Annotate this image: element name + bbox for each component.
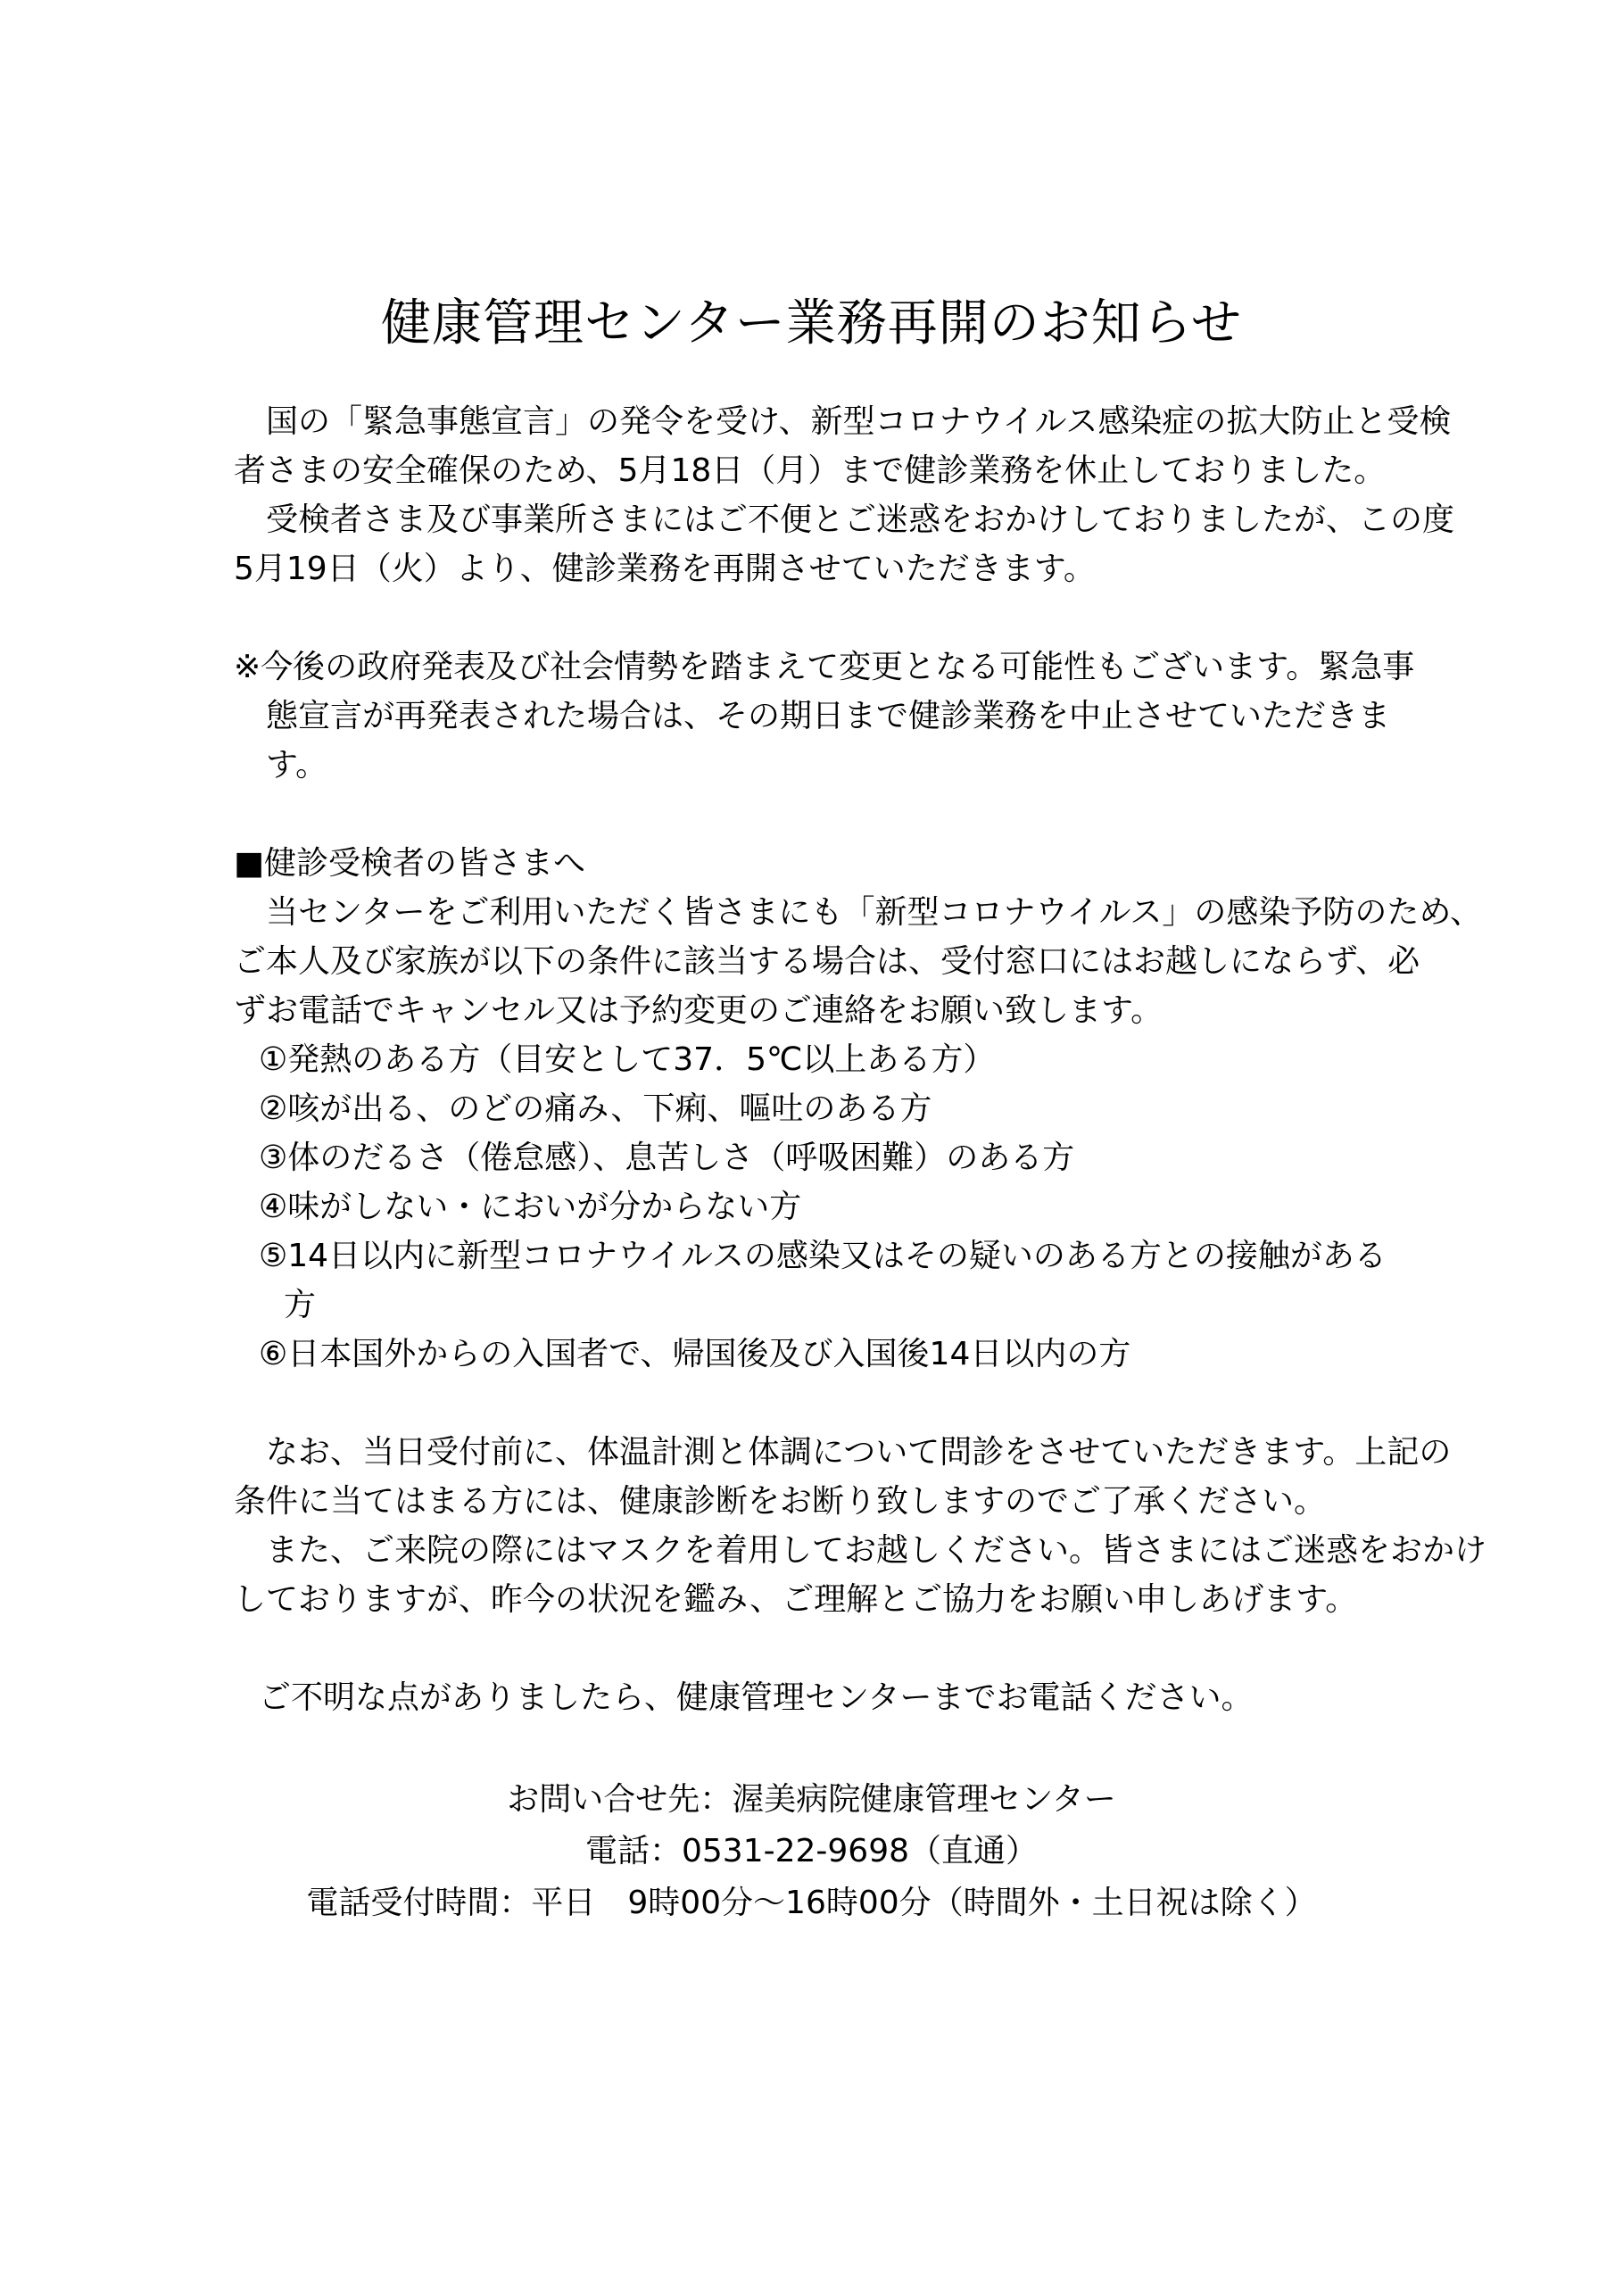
notice-body <box>234 397 1487 1722</box>
intro-line-4: 5月19日（火）より、健診業務を再開させていただきます。 <box>234 551 1096 587</box>
section-heading: ■健診受検者の皆さまへ <box>234 845 586 882</box>
spacer <box>234 1379 1420 1428</box>
condition-item-6: ⑥日本国外からの入国者で、帰国後及び入国後14日以内の方 <box>259 1336 1131 1372</box>
note-line-3: す。 <box>266 747 328 783</box>
intro-line-2: 者さまの安全確保のため、5月18日（月）まで健診業務を休止しておりました。 <box>234 452 1387 489</box>
note-line-1: ※今後の政府発表及び社会情勢を踏まえて変更となる可能性もございます。緊急事 <box>234 649 1415 685</box>
spacer <box>234 1624 1420 1673</box>
spacer <box>234 790 1420 839</box>
contact-hours: 電話受付時間：平日 9時00分～16時00分（時間外・土日祝は除く） <box>306 1885 1317 1921</box>
condition-item-5-cont: 方 <box>284 1287 317 1323</box>
section-line-2: ご本人及び家族が以下の条件に該当する場合は、受付窓口にはお越しにならず、必 <box>234 943 1420 980</box>
condition-item-4: ④味がしない・においが分からない方 <box>259 1189 802 1225</box>
contact-prompt: ご不明な点がありましたら、健康管理センターまでお電話ください。 <box>259 1679 1254 1716</box>
closing-line-3: また、ご来院の際にはマスクを着用してお越しください。皆さまにはご迷惑をおかけ <box>266 1532 1487 1569</box>
closing-line-2: 条件に当てはまる方には、健康診断をお断り致しますのでご了承ください。 <box>234 1483 1327 1520</box>
contact-footer <box>0 1774 1623 1929</box>
closing-line-1: なお、当日受付前に、体温計測と体調について問診をさせていただきます。上記の <box>266 1434 1452 1471</box>
condition-item-1: ①発熱のある方（目安として37．5℃以上ある方） <box>259 1041 996 1078</box>
condition-item-5: ⑤14日以内に新型コロナウイルスの感染又はその疑いのある方との接触がある <box>259 1238 1387 1274</box>
page-title: 健康管理センター業務再開のお知らせ <box>380 294 1243 352</box>
intro-line-3: 受検者さま及び事業所さまにはご不便とご迷惑をおかけしておりましたが、この度 <box>266 501 1455 538</box>
contact-name: お問い合せ先：渥美病院健康管理センター <box>507 1781 1116 1818</box>
condition-item-2: ②咳が出る、のどの痛み、下痢、嘔吐のある方 <box>259 1090 932 1127</box>
note-line-2: 態宣言が再発表された場合は、その期日まで健診業務を中止させていただきま <box>266 698 1391 734</box>
closing-line-4: しておりますが、昨今の状況を鑑み、ご理解とご協力をお願い申しあげます。 <box>234 1581 1358 1618</box>
section-line-1: 当センターをご利用いただく皆さまにも「新型コロナウイルス」の感染予防のため、 <box>266 894 1482 931</box>
contact-phone: 電話：0531-22-9698（直通） <box>584 1833 1039 1869</box>
condition-item-3: ③体のだるさ（倦怠感）、息苦しさ（呼吸困難）のある方 <box>259 1140 1075 1176</box>
spacer <box>234 593 1420 642</box>
section-line-3: ずお電話でキャンセル又は予約変更のご連絡をお願い致します。 <box>234 992 1163 1029</box>
intro-line-1: 国の「緊急事態宣言」の発令を受け、新型コロナウイルス感染症の拡大防止と受検 <box>266 403 1452 440</box>
